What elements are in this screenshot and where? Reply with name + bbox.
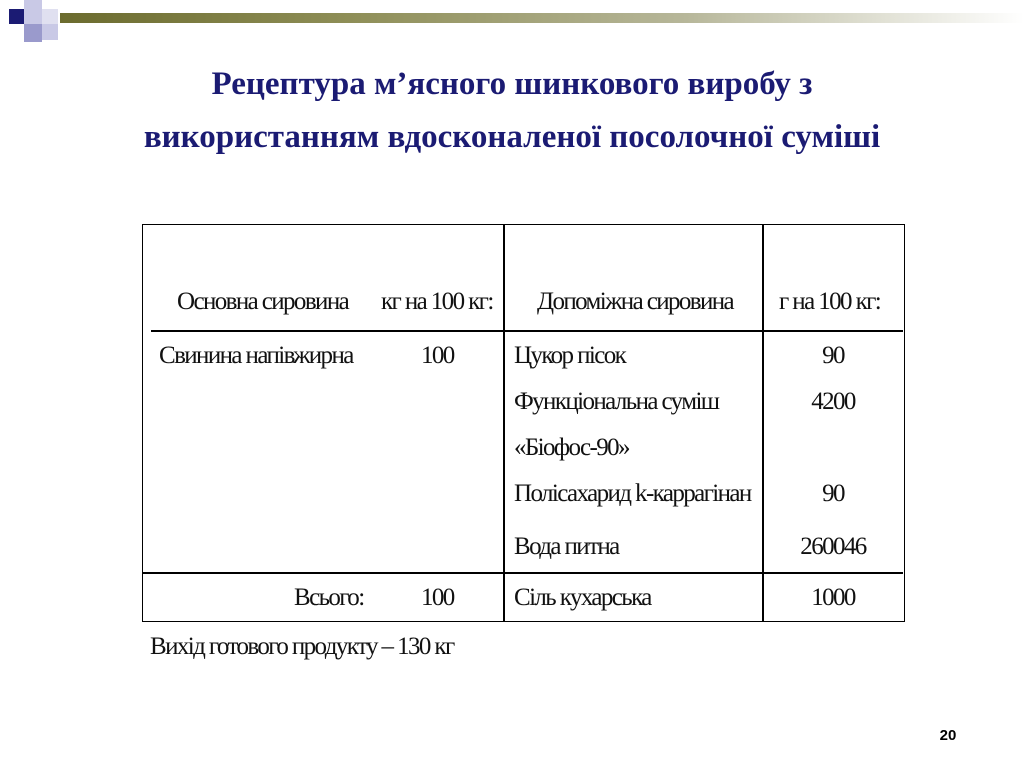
aux-ingredient-amount: 260046 [800, 533, 866, 560]
aux-ingredient-amount: 4200 [811, 388, 855, 415]
salt-ingredient-amount: 1000 [811, 584, 855, 611]
header-main-ingredient: Основна сировина [177, 288, 349, 315]
header-main-amount: кг на 100 кг: [381, 288, 493, 315]
corner-square-decoration [24, 0, 42, 24]
aux-ingredient-amount: 90 [822, 480, 844, 507]
main-ingredient-amount: 100 [421, 342, 454, 369]
main-ingredient-name: Свинина напівжирна [159, 342, 353, 369]
total-label: Всього: [294, 584, 364, 611]
slide-title [40, 58, 984, 164]
salt-ingredient-name: Сіль кухарська [514, 584, 651, 611]
aux-ingredient-name: Цукор пісок [514, 342, 626, 369]
corner-square-decoration [9, 9, 24, 24]
top-gradient-bar [60, 13, 1024, 23]
header-aux-ingredient: Допоміжна сировина [537, 288, 734, 315]
recipe-table [142, 224, 905, 622]
corner-square-decoration [42, 9, 58, 24]
table-total-rule [143, 572, 903, 574]
slide-title-line-2: використанням вдосконаленої посолочної суміші [143, 119, 881, 155]
corner-square-decoration [24, 24, 42, 42]
table-header-rule [151, 330, 903, 332]
page-number: 20 [939, 727, 957, 744]
aux-ingredient-name: «Біофос-90» [514, 434, 629, 461]
slide-title-line-1: Рецептура м’ясного шинкового виробу з [211, 66, 813, 102]
table-divider-vertical [503, 225, 505, 621]
header-aux-amount: г на 100 кг: [779, 288, 881, 315]
product-yield-note: Вихід готового продукту – 130 кг [150, 633, 454, 660]
total-main-amount: 100 [421, 584, 454, 611]
aux-ingredient-amount: 90 [822, 342, 844, 369]
aux-ingredient-name: Вода питна [514, 533, 619, 560]
aux-ingredient-name: Полісахарид k-каррагінан [514, 480, 751, 507]
corner-square-decoration [42, 24, 58, 40]
aux-ingredient-name: Функціональна суміш [514, 388, 719, 415]
